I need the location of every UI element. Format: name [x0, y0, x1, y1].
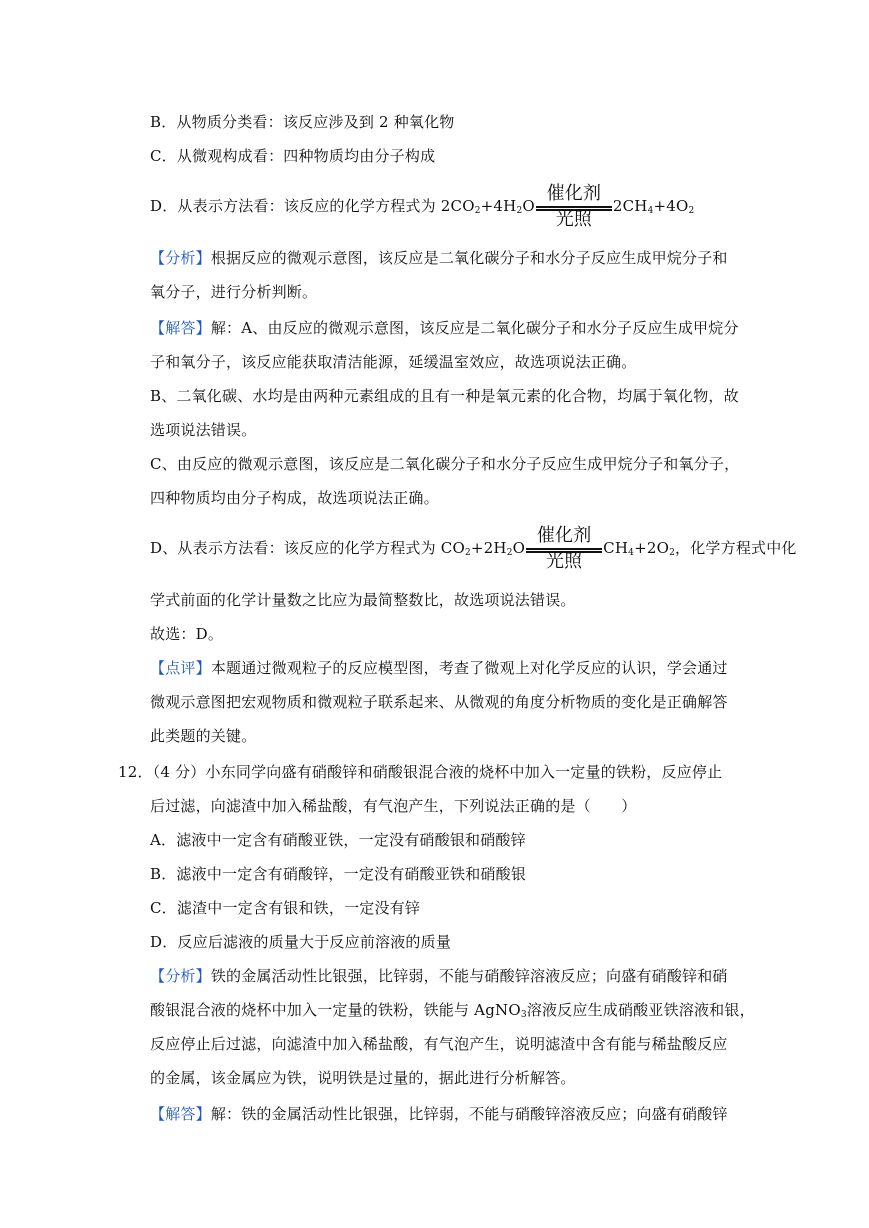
q11-analysis-line-2: 氧分子，进行分析判断。	[150, 283, 318, 301]
reaction-condition	[536, 184, 612, 230]
equation2-right-2: +2O	[634, 539, 670, 557]
reaction-condition-2	[526, 526, 602, 572]
review-text: 本题通过微观粒子的反应模型图，考查了微观上对化学反应的认识，学会通过	[210, 659, 728, 677]
equation-left-3: O	[522, 197, 535, 215]
q11-answer-line-1	[150, 318, 739, 338]
equation2-tail: ，化学方程式中化	[675, 539, 797, 557]
review-tag: 【点评】	[150, 659, 211, 677]
q11-answer-line-7: D、从表示方法看：该反应的化学方程式为 $CO_2+2H_2O$ 催化剂 光照 $CH_4+2O_2$，化学方程式中化	[150, 525, 797, 572]
q11-option-c: C．从微观构成看：四种物质均由分子构成	[150, 147, 436, 165]
q12-stem-line-2: 后过滤，向滤渣中加入稀盐酸，有气泡产生，下列说法正确的是（ ）	[150, 797, 637, 815]
equation-right: 2CH	[612, 197, 648, 215]
q11-answer-line-5: C、由反应的微观示意图，该反应是二氧化碳分子和水分子反应生成甲烷分子和氧分子，	[150, 455, 740, 473]
equation2-left-2: +2H	[470, 539, 507, 557]
q11-review-line-1	[150, 658, 728, 678]
analysis-text: 根据反应的微观示意图，该反应是二氧化碳分子和水分子反应生成甲烷分子和	[210, 249, 728, 267]
q11-review-line-3: 此类题的关键。	[150, 727, 257, 745]
catalyst-label-2: 催化剂	[536, 525, 592, 546]
equation-left: D．从表示方法看：该反应的化学方程式为 2CO	[150, 197, 475, 215]
q11-answer-line-3: B、二氧化碳、水均是由两种元素组成的且有一种是氧元素的化合物，均属于氧化物，故	[150, 387, 739, 405]
answer-tag: 【解答】	[150, 319, 211, 337]
q12-analysis-text: 铁的金属活动性比银强，比锌弱，不能与硝酸锌溶液反应；向盛有硝酸锌和硝	[210, 967, 728, 985]
q12-analysis-tag: 【分析】	[150, 967, 211, 985]
q12-analysis-line-3: 反应停止后过滤，向滤渣中加入稀盐酸，有气泡产生，说明滤渣中含有能与稀盐酸反应	[150, 1035, 728, 1053]
equation2-left-3: O	[512, 539, 526, 557]
q12-answer-line-1	[150, 1104, 728, 1124]
q11-answer-line-4: 选项说法错误。	[150, 421, 257, 439]
catalyst-label: 催化剂	[546, 183, 602, 204]
q12-analysis-2-pre: 酸银混合液的烧杯中加入一定量的铁粉，铁能与 AgNO	[150, 1001, 521, 1019]
q12-analysis-line-1	[150, 966, 728, 986]
q11-option-b: B．从物质分类看：该反应涉及到 2 种氧化物	[150, 113, 455, 131]
equation-left-2: +4H	[480, 197, 517, 215]
q12-answer-tag: 【解答】	[150, 1105, 211, 1123]
q11-analysis-line-1	[150, 248, 728, 268]
q12-option-a: A．滤液中一定含有硝酸亚铁，一定没有硝酸银和硝酸锌	[150, 831, 526, 849]
q11-review-line-2: 微观示意图把宏观物质和微观粒子联系起来、从微观的角度分析物质的变化是正确解答	[150, 693, 728, 711]
q12-analysis-2-post: 溶液反应生成硝酸亚铁溶液和银，	[526, 1001, 755, 1019]
answer-text: 解：A、由反应的微观示意图，该反应是二氧化碳分子和水分子反应生成甲烷分	[210, 319, 739, 337]
q12-option-b: B．滤液中一定含有硝酸锌，一定没有硝酸亚铁和硝酸银	[150, 865, 527, 883]
q12-analysis-line-2: 酸银混合液的烧杯中加入一定量的铁粉，铁能与 AgNO$_3$溶液反应生成硝酸亚铁溶液和银，	[150, 1001, 755, 1020]
q12-analysis-line-4: 的金属，该金属应为铁，说明铁是过量的，据此进行分析解答。	[150, 1069, 576, 1087]
q11-answer-line-8: 学式前面的化学计量数之比应为最简整数比，故选项说法错误。	[150, 591, 576, 609]
q12-answer-text: 解：铁的金属活动性比银强，比锌弱，不能与硝酸锌溶液反应；向盛有硝酸锌	[210, 1105, 728, 1123]
q12-option-d: D．反应后滤液的质量大于反应前溶液的质量	[150, 933, 452, 951]
q12-option-c: C．滤渣中一定含有银和铁，一定没有锌	[150, 899, 421, 917]
equation2-right: CH	[603, 539, 629, 557]
light-label: 光照	[555, 209, 593, 230]
q11-answer-line-6: 四种物质均由分子构成，故选项说法正确。	[150, 489, 439, 507]
analysis-tag: 【分析】	[150, 249, 211, 267]
q11-answer-line-9: 故选：D。	[150, 625, 224, 643]
equation2-left: D、从表示方法看：该反应的化学方程式为 CO	[150, 539, 465, 557]
q11-answer-line-2: 子和氧分子，该反应能获取清洁能源，延缓温室效应，故选项说法正确。	[150, 353, 637, 371]
light-label-2: 光照	[545, 551, 583, 572]
q11-option-d: D．从表示方法看：该反应的化学方程式为 $2CO_2+4H_2O$ 催化剂 光照 $2CH_4+4O_2$	[150, 183, 695, 230]
equation-right-2: +4O	[653, 197, 689, 215]
q12-stem-line-1: 12．（4 分）小东同学向盛有硝酸锌和硝酸银混合液的烧杯中加入一定量的铁粉，反应停止	[118, 763, 723, 781]
